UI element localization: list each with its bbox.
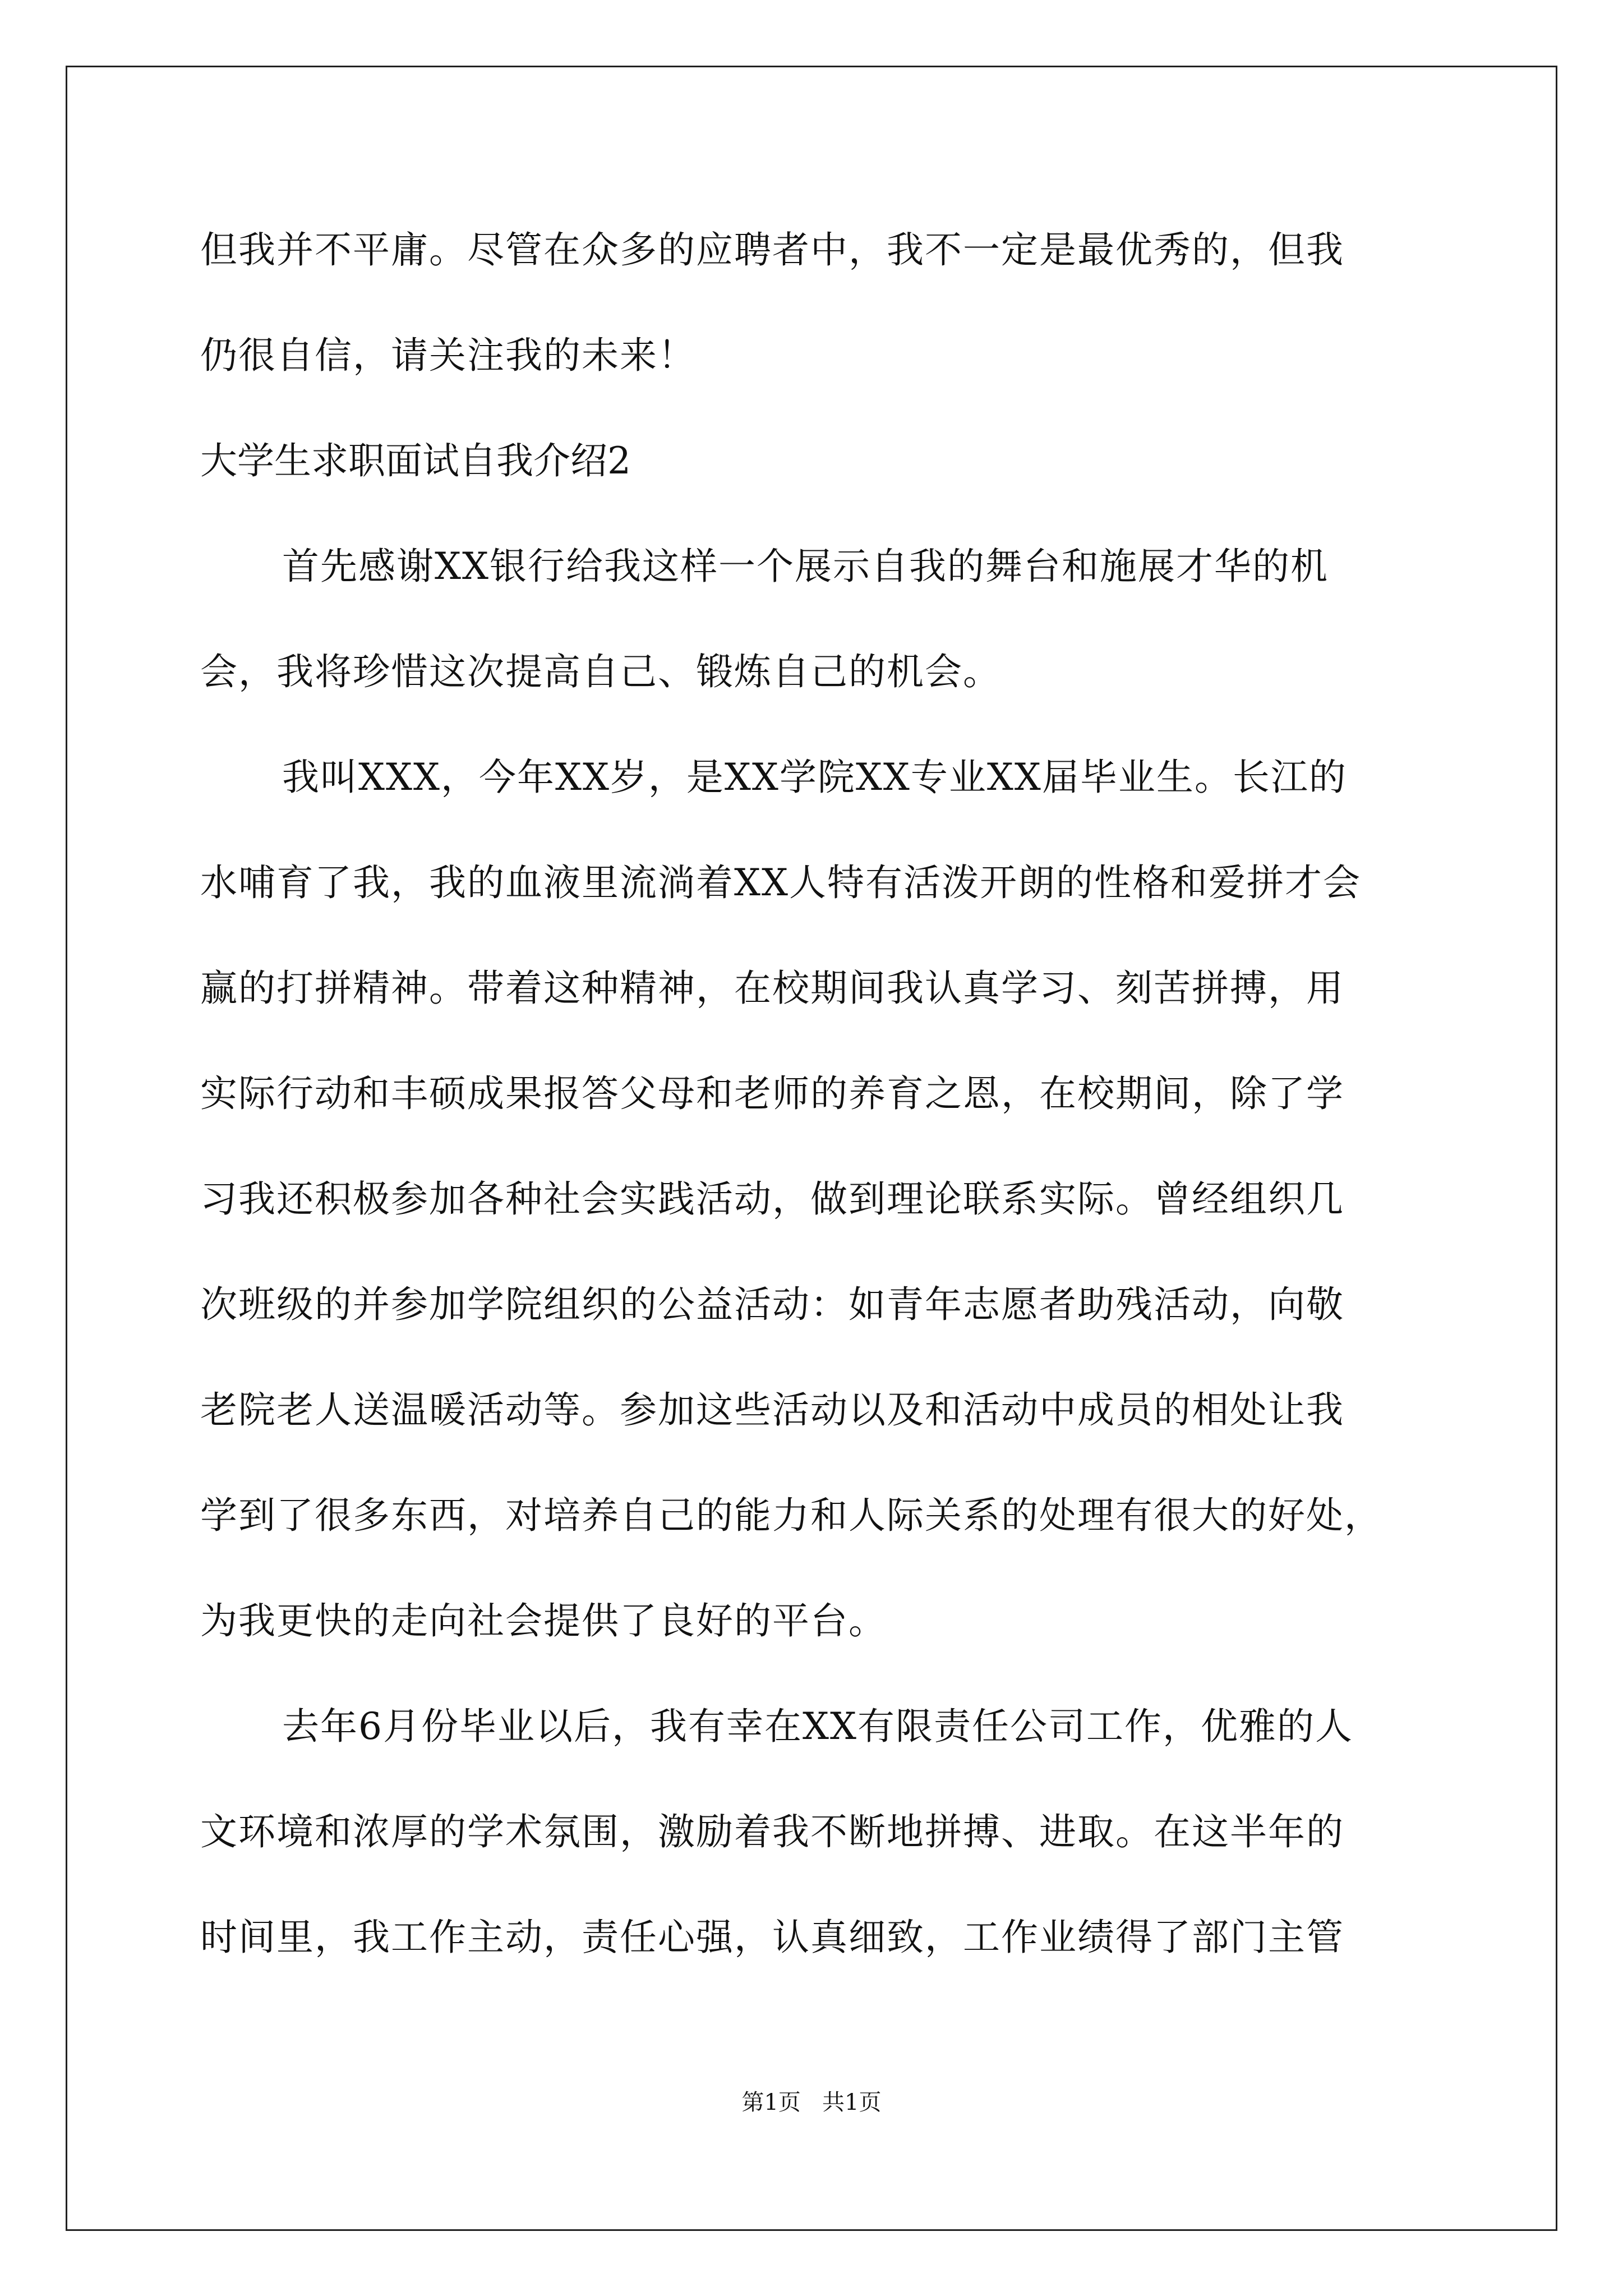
section-heading: 大学生求职面试自我介绍2	[200, 439, 631, 482]
text-line: 次班级的并参加学院组织的公益活动：如青年志愿者助残活动，向敬	[200, 1283, 1344, 1326]
text-line: 首先感谢XX银行给我这样一个展示自我的舞台和施展才华的机	[282, 545, 1329, 588]
text-line: 赢的打拼精神。带着这种精神，在校期间我认真学习、刻苦拼搏，用	[200, 967, 1344, 1010]
text-line: 学到了很多东西，对培养自己的能力和人际关系的处理有很大的好处，	[200, 1494, 1382, 1537]
text-line: 仍很自信，请关注我的未来！	[200, 334, 696, 377]
text-line: 为我更快的走向社会提供了良好的平台。	[200, 1599, 887, 1642]
text-line: 习我还积极参加各种社会实践活动，做到理论联系实际。曾经组织几	[200, 1177, 1344, 1221]
text-line: 时间里，我工作主动，责任心强，认真细致，工作业绩得了部门主管	[200, 1916, 1344, 1959]
page-number: 第1页 共1页	[741, 2090, 882, 2115]
text-line: 水哺育了我，我的血液里流淌着XX人特有活泼开朗的性格和爱拼才会	[200, 861, 1361, 904]
text-line: 老院老人送温暖活动等。参加这些活动以及和活动中成员的相处让我	[200, 1388, 1344, 1432]
text-line: 我叫XXX，今年XX岁，是XX学院XX专业XX届毕业生。长江的	[282, 756, 1347, 799]
text-line: 实际行动和丰硕成果报答父母和老师的养育之恩，在校期间，除了学	[200, 1072, 1344, 1115]
text-line: 文环境和浓厚的学术氛围，激励着我不断地拼搏、进取。在这半年的	[200, 1810, 1344, 1853]
text-line: 去年6月份毕业以后，我有幸在XX有限责任公司工作，优雅的人	[282, 1705, 1353, 1748]
text-line: 但我并不平庸。尽管在众多的应聘者中，我不一定是最优秀的，但我	[200, 228, 1344, 272]
page-border	[66, 66, 1557, 2231]
text-line: 会，我将珍惜这次提高自己、锻炼自己的机会。	[200, 650, 1001, 693]
